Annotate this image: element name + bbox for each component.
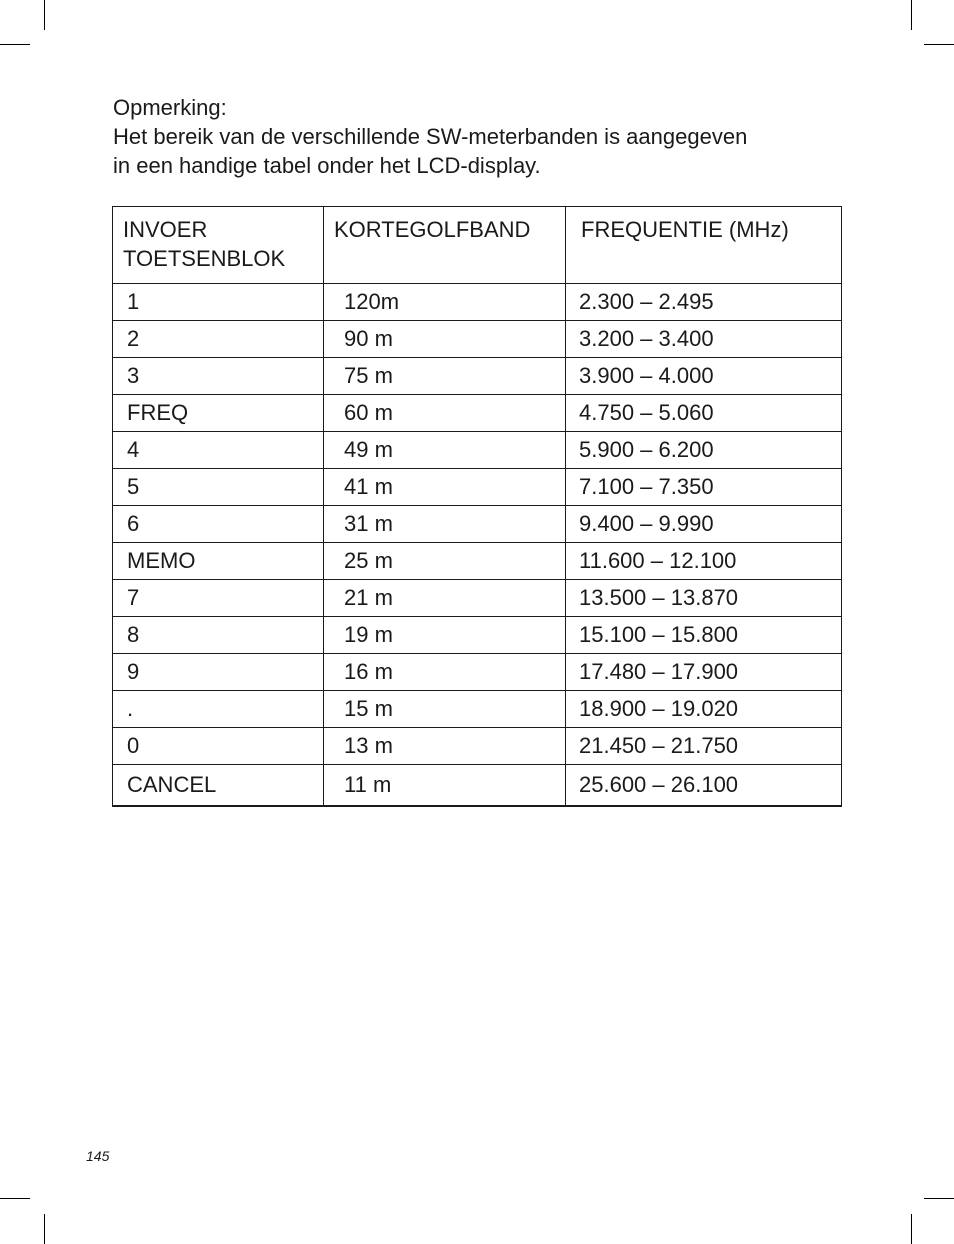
cell-band: 90 m bbox=[324, 321, 566, 358]
cell-keypad-key: 4 bbox=[113, 432, 324, 469]
table-row bbox=[113, 506, 842, 543]
table-row bbox=[113, 580, 842, 617]
crop-mark bbox=[911, 0, 912, 30]
note-heading: Opmerking: bbox=[113, 95, 227, 120]
cell-band: 16 m bbox=[324, 654, 566, 691]
header-keypad-input bbox=[113, 207, 324, 284]
cell-frequency: 11.600 – 12.100 bbox=[566, 543, 842, 580]
table-row bbox=[113, 321, 842, 358]
cell-band: 21 m bbox=[324, 580, 566, 617]
cell-frequency: 15.100 – 15.800 bbox=[566, 617, 842, 654]
cell-keypad-key: FREQ bbox=[113, 395, 324, 432]
crop-mark bbox=[924, 44, 954, 45]
cell-keypad-key: MEMO bbox=[113, 543, 324, 580]
header-frequency: FREQUENTIE (MHz) bbox=[566, 207, 842, 284]
table-row bbox=[113, 654, 842, 691]
table-header-row bbox=[113, 207, 842, 284]
cell-keypad-key: 8 bbox=[113, 617, 324, 654]
cell-keypad-key: 1 bbox=[113, 284, 324, 321]
cell-band: 15 m bbox=[324, 691, 566, 728]
table-row bbox=[113, 617, 842, 654]
cell-frequency: 17.480 – 17.900 bbox=[566, 654, 842, 691]
page-number: 145 bbox=[86, 1148, 110, 1164]
table-row bbox=[113, 543, 842, 580]
shortwave-band-table bbox=[112, 206, 842, 807]
cell-frequency: 5.900 – 6.200 bbox=[566, 432, 842, 469]
cell-frequency: 18.900 – 19.020 bbox=[566, 691, 842, 728]
cell-frequency: 4.750 – 5.060 bbox=[566, 395, 842, 432]
cell-band: 75 m bbox=[324, 358, 566, 395]
header-text: TOETSENBLOK bbox=[123, 246, 286, 271]
cell-frequency: 13.500 – 13.870 bbox=[566, 580, 842, 617]
cell-keypad-key: 9 bbox=[113, 654, 324, 691]
cell-keypad-key: 2 bbox=[113, 321, 324, 358]
table-row bbox=[113, 691, 842, 728]
crop-mark bbox=[44, 1214, 45, 1244]
cell-band: 41 m bbox=[324, 469, 566, 506]
note-line: Het bereik van de verschillende SW-meterbanden is aangegeven bbox=[113, 124, 748, 149]
cell-frequency: 7.100 – 7.350 bbox=[566, 469, 842, 506]
cell-frequency: 3.900 – 4.000 bbox=[566, 358, 842, 395]
table-row bbox=[113, 469, 842, 506]
note-block bbox=[113, 93, 853, 180]
crop-mark bbox=[0, 1198, 30, 1199]
header-text: INVOER bbox=[123, 217, 208, 242]
cell-frequency: 2.300 – 2.495 bbox=[566, 284, 842, 321]
cell-band: 13 m bbox=[324, 728, 566, 765]
cell-keypad-key: 3 bbox=[113, 358, 324, 395]
cell-keypad-key: . bbox=[113, 691, 324, 728]
cell-frequency: 3.200 – 3.400 bbox=[566, 321, 842, 358]
cell-band: 25 m bbox=[324, 543, 566, 580]
table-row bbox=[113, 728, 842, 765]
crop-mark bbox=[44, 0, 45, 30]
cell-frequency: 21.450 – 21.750 bbox=[566, 728, 842, 765]
cell-band: 60 m bbox=[324, 395, 566, 432]
cell-band: 11 m bbox=[324, 765, 566, 807]
table-row bbox=[113, 432, 842, 469]
cell-band: 31 m bbox=[324, 506, 566, 543]
note-line: in een handige tabel onder het LCD-display. bbox=[113, 153, 541, 178]
header-shortwave-band: KORTEGOLFBAND bbox=[324, 207, 566, 284]
cell-keypad-key: CANCEL bbox=[113, 765, 324, 807]
table-row bbox=[113, 358, 842, 395]
table-row bbox=[113, 765, 842, 807]
crop-mark bbox=[0, 44, 30, 45]
crop-mark bbox=[911, 1214, 912, 1244]
crop-mark bbox=[924, 1198, 954, 1199]
cell-frequency: 9.400 – 9.990 bbox=[566, 506, 842, 543]
table-row bbox=[113, 395, 842, 432]
cell-frequency: 25.600 – 26.100 bbox=[566, 765, 842, 807]
cell-band: 49 m bbox=[324, 432, 566, 469]
cell-keypad-key: 6 bbox=[113, 506, 324, 543]
table-row bbox=[113, 284, 842, 321]
cell-keypad-key: 7 bbox=[113, 580, 324, 617]
cell-band: 120m bbox=[324, 284, 566, 321]
cell-keypad-key: 5 bbox=[113, 469, 324, 506]
cell-band: 19 m bbox=[324, 617, 566, 654]
cell-keypad-key: 0 bbox=[113, 728, 324, 765]
